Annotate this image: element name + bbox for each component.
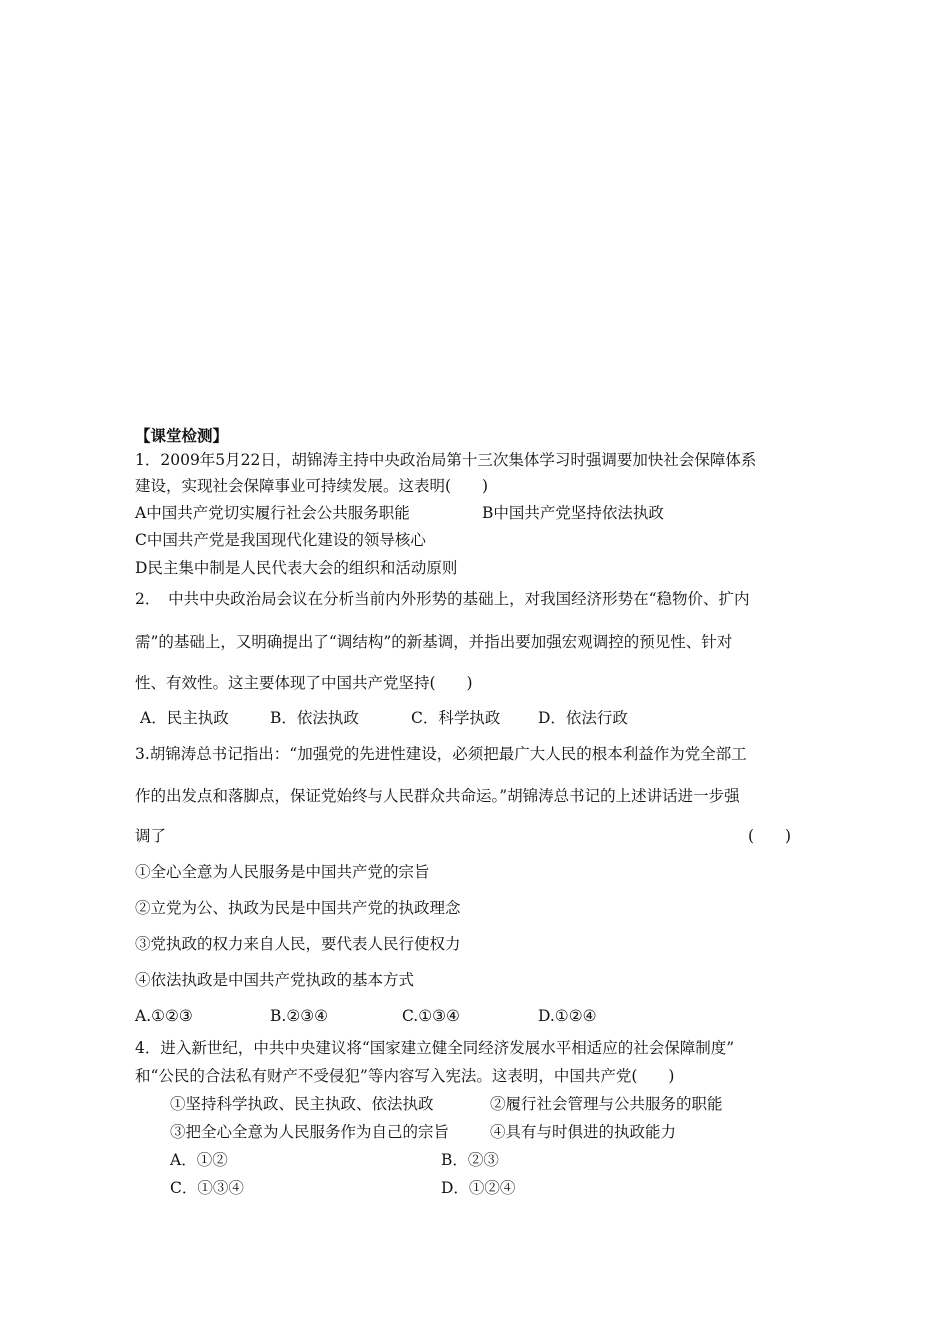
q2-option-b: B．依法执政 bbox=[270, 709, 359, 727]
q3-answer-paren: ( ) bbox=[748, 827, 792, 845]
q1-option-a: A中国共产党切实履行社会公共服务职能 bbox=[135, 504, 410, 522]
q3-stem-line2: 作的出发点和落脚点，保证党始终与人民群众共命运。”胡锦涛总书记的上述讲话进一步强 bbox=[135, 787, 740, 805]
q4-stem-line2: 和“公民的合法私有财产不受侵犯”等内容写入宪法。这表明，中国共产党( ) bbox=[135, 1067, 675, 1085]
q2-stem-line3: 性、有效性。这主要体现了中国共产党坚持( ) bbox=[135, 674, 473, 692]
q4-option-a: A．①② bbox=[170, 1151, 228, 1169]
q2-stem-line2: 需”的基础上，又明确提出了“调结构”的新基调，并指出要加强宏观调控的预见性、针对 bbox=[135, 633, 733, 651]
q1-option-b: B中国共产党坚持依法执政 bbox=[482, 504, 664, 522]
q2-option-a: A．民主执政 bbox=[140, 709, 229, 727]
q3-stem-line3: 调了 bbox=[135, 827, 167, 845]
q2-option-d: D．依法行政 bbox=[538, 709, 628, 727]
q1-option-d: D民主集中制是人民代表大会的组织和活动原则 bbox=[135, 559, 458, 577]
q2-option-c: C．科学执政 bbox=[411, 709, 501, 727]
q1-stem-line1: 1．2009年5月22日，胡锦涛主持中央政治局第十三次集体学习时强调要加快社会保障体系 bbox=[135, 451, 757, 469]
q3-stem-line1: 3.胡锦涛总书记指出：“加强党的先进性建设，必须把最广大人民的根本利益作为党全部工 bbox=[135, 745, 747, 763]
q4-item-4: ④具有与时俱进的执政能力 bbox=[490, 1123, 677, 1141]
q3-item-1: ①全心全意为人民服务是中国共产党的宗旨 bbox=[135, 863, 430, 881]
q1-option-c: C中国共产党是我国现代化建设的领导核心 bbox=[135, 531, 426, 549]
q4-item-3: ③把全心全意为人民服务作为自己的宗旨 bbox=[170, 1123, 450, 1141]
q4-option-b: B．②③ bbox=[441, 1151, 499, 1169]
q4-item-1: ①坚持科学执政、民主执政、依法执政 bbox=[170, 1095, 434, 1113]
q2-stem-line1: 2． 中共中央政治局会议在分析当前内外形势的基础上，对我国经济形势在“稳物价、扩内 bbox=[135, 590, 750, 608]
q3-item-3: ③党执政的权力来自人民，要代表人民行使权力 bbox=[135, 935, 461, 953]
q4-stem-line1: 4．进入新世纪，中共中央建议将“国家建立健全同经济发展水平相适应的社会保障制度” bbox=[135, 1039, 735, 1057]
q4-option-c: C．①③④ bbox=[170, 1179, 244, 1197]
q1-stem-line2: 建设，实现社会保障事业可持续发展。这表明( ) bbox=[135, 477, 489, 495]
q3-option-d: D.①②④ bbox=[538, 1007, 597, 1025]
section-title: 【课堂检测】 bbox=[135, 427, 229, 445]
q3-option-c: C.①③④ bbox=[402, 1007, 460, 1025]
q3-option-a: A.①②③ bbox=[135, 1007, 193, 1025]
q3-item-4: ④依法执政是中国共产党执政的基本方式 bbox=[135, 971, 415, 989]
q4-item-2: ②履行社会管理与公共服务的职能 bbox=[490, 1095, 723, 1113]
q4-option-d: D．①②④ bbox=[441, 1179, 516, 1197]
q3-item-2: ②立党为公、执政为民是中国共产党的执政理念 bbox=[135, 899, 461, 917]
q3-option-b: B.②③④ bbox=[270, 1007, 329, 1025]
